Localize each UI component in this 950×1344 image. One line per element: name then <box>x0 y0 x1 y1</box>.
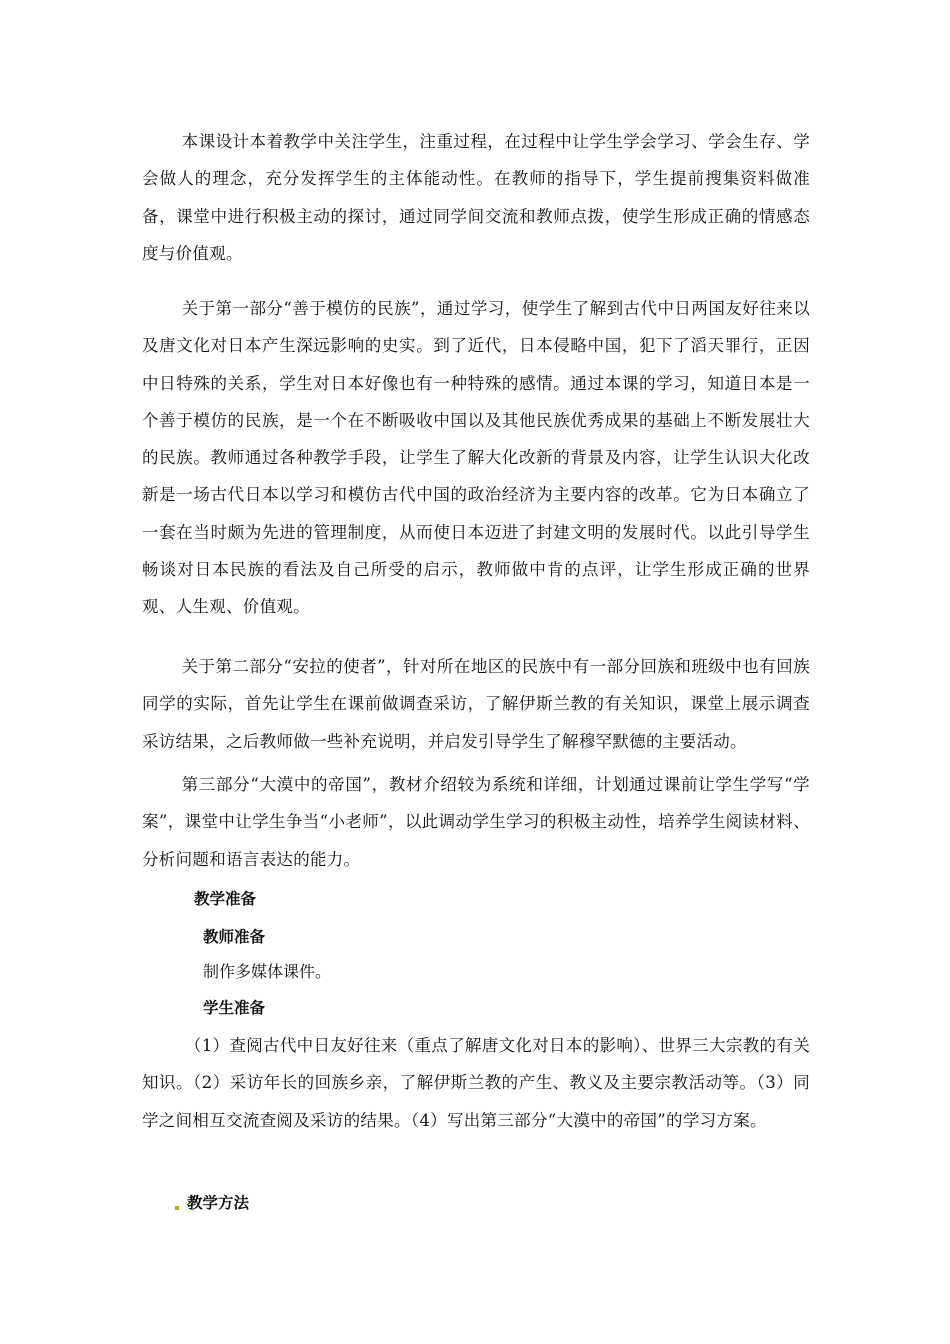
paragraph-part-one: 关于第一部分“善于模仿的民族”，通过学习，使学生了解到古代中日两国友好往来以及唐文化对日本产生深远影响的史实。到了近代，日本侵略中国，犯下了滔天罪行，正因中日特殊的关系，学生对日本好像也有一种特殊的感情。通过本课的学习，知道日本是一个善于模仿的民族，是一个在不断吸收中国以及其他民族优秀成果的基础上不断发展壮大的民族。教师通过各种教学手段，让学生了解大化改新的背景及内容，让学生认识大化改新是一场古代日本以学习和模仿古代中国的政治经济为主要内容的改革。它为日本确立了一套在当时颇为先进的管理制度，从而使日本迈进了封建文明的发展时代。以此引导学生畅谈对日本民族的看法及自己所受的启示，教师做中肯的点评，让学生形成正确的世界观、人生观、价值观。 <box>142 299 810 617</box>
bullet-mark <box>175 1206 179 1210</box>
paragraph-part-three: 第三部分“大漠中的帝国”，教材介绍较为系统和详细，计划通过课前让学生学写“学案”，课堂中让学生争当“小老师”，以此调动学生学习的积极主动性，培养学生阅读材料、分析问题和语言表达的能力。 <box>142 775 810 869</box>
heading-teaching-method: 教学方法 <box>187 1194 250 1212</box>
teacher-prep-text: 制作多媒体课件。 <box>203 962 332 981</box>
paragraph-course-design: 本课设计本着教学中关注学生，注重过程，在过程中让学生学会学习、学会生存、学会做人的理念，充分发挥学生的主体能动性。在教师的指导下，学生提前搜集资料做准备，课堂中进行积极主动的探讨，通过同学间交流和教师点拨，使学生形成正确的情感态度与价值观。 <box>142 132 810 263</box>
subheading-teacher-prep: 教师准备 <box>203 928 266 946</box>
student-prep-text: （1）查阅古代中日友好往来（重点了解唐文化对日本的影响）、世界三大宗教的有关知识。（2）采访年长的回族乡亲，了解伊斯兰教的产生、教义及主要宗教活动等。（3）同学之间相互交流查阅及采访的结果。（4）写出第三部分“大漠中的帝国”的学习方案。 <box>142 1036 810 1130</box>
paragraph-part-two: 关于第二部分“安拉的使者”，针对所在地区的民族中有一部分回族和班级中也有回族同学的实际，首先让学生在课前做调查采访，了解伊斯兰教的有关知识，课堂上展示调查采访结果，之后教师做一些补充说明，并启发引导学生了解穆罕默德的主要活动。 <box>142 657 810 751</box>
heading-teaching-prep: 教学准备 <box>194 890 257 908</box>
subheading-student-prep: 学生准备 <box>203 999 266 1017</box>
